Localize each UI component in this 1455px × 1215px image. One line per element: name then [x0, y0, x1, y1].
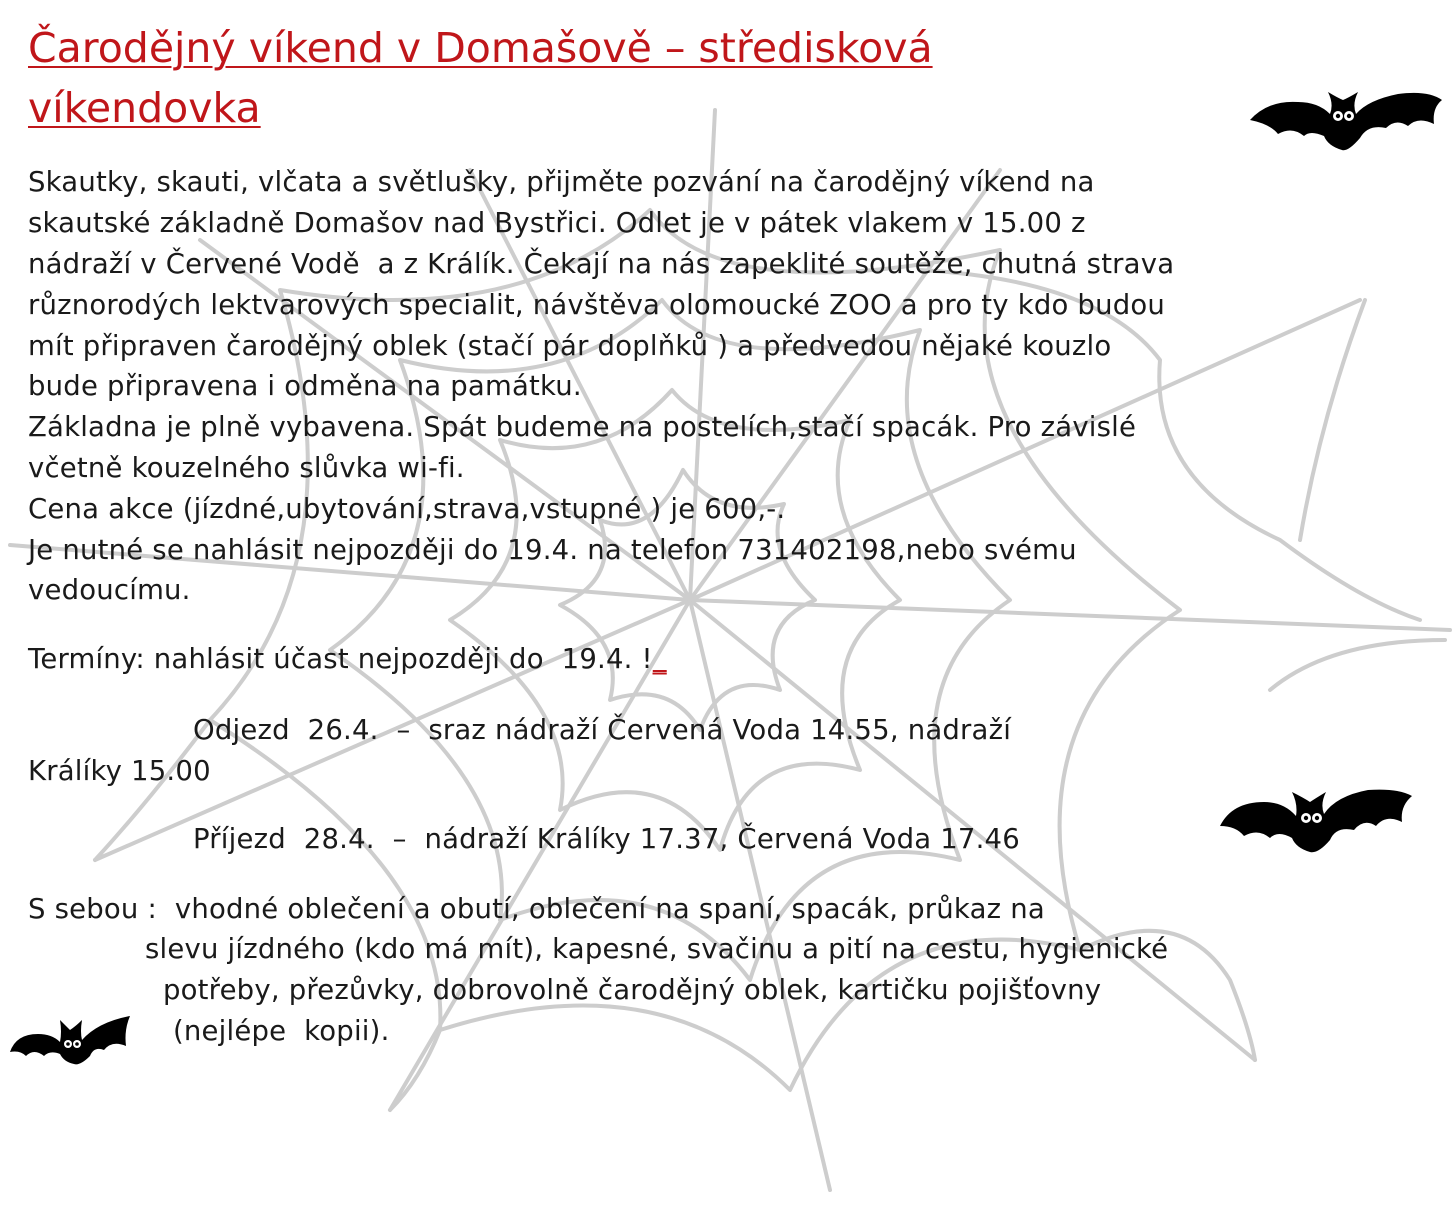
intro-line: mít připraven čarodějný oblek (stačí pár doplňků ) a předvedou nějaké kouzlo	[28, 330, 1112, 362]
intro-line: skautské základně Domašov nad Bystřici. Odlet je v pátek vlakem v 15.00 z	[28, 207, 1086, 239]
departure-line: Králíky 15.00	[28, 755, 211, 787]
arrival-line: Příjezd 28.4. – nádraží Králíky 17.37, Červená Voda 17.46	[193, 823, 1020, 855]
bring-list-line: (nejlépe kopii).	[173, 1015, 390, 1047]
terms-text: Termíny: nahlásit účast nejpozději do 19.4. !	[28, 643, 653, 675]
registration-line: Je nutné se nahlásit nejpozději do 19.4. na telefon 731402198,nebo svému	[28, 534, 1077, 566]
registration-line: vedoucímu.	[28, 574, 191, 606]
intro-line: nádraží v Červené Vodě a z Králík. Čekají na nás zapeklité soutěže, chutná strava	[28, 248, 1175, 280]
bring-list-line: slevu jízdného (kdo má mít), kapesné, svačinu a pití na cestu, hygienické	[145, 933, 1169, 965]
price-line: Cena akce (jízdné,ubytování,strava,vstupné ) je 600,-.	[28, 493, 786, 525]
intro-line: včetně kouzelného slůvka wi-fi.	[28, 452, 465, 484]
bring-list-line: potřeby, přezůvky, dobrovolně čarodějný oblek, kartičku pojišťovny	[163, 974, 1102, 1006]
intro-line: bude připravena i odměna na památku.	[28, 370, 582, 402]
departure-line: Odjezd 26.4. – sraz nádraží Červená Voda 14.55, nádraží	[193, 714, 1012, 746]
title-line-2: víkendovka	[28, 84, 261, 132]
terms-line	[28, 639, 667, 679]
title-line-1: Čarodějný víkend v Domašově – středisková	[28, 24, 933, 72]
terms-mark: _	[652, 643, 667, 675]
intro-line: Skautky, skauti, vlčata a světlušky, přijměte pozvání na čarodějný víkend na	[28, 166, 1095, 198]
intro-line: Základna je plně vybavena. Spát budeme na postelích,stačí spacák. Pro závislé	[28, 411, 1137, 443]
bring-list-line: S sebou : vhodné oblečení a obutí, oblečení na spaní, spacák, průkaz na	[28, 893, 1045, 925]
page-title	[28, 18, 933, 138]
intro-line: různorodých lektvarových specialit, návštěva olomoucké ZOO a pro ty kdo budou	[28, 289, 1166, 321]
